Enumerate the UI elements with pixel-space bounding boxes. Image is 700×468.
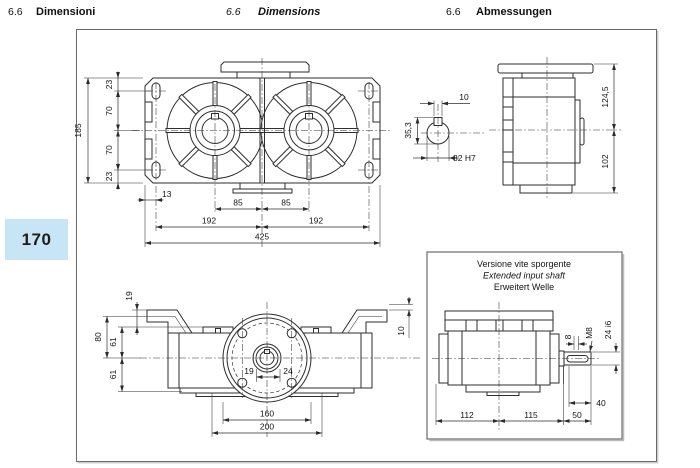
dim-m8-label: M8 <box>584 327 594 339</box>
section-title-en: Dimensions <box>258 6 321 18</box>
side-top-flange <box>498 64 593 73</box>
dim-23-bottom-label: 23 <box>104 171 114 182</box>
dim-425-label: 425 <box>254 231 270 242</box>
dim-24-center-label: 24 <box>283 366 293 376</box>
dim-160-label: 160 <box>259 408 275 419</box>
dim-key-8-label: 8 <box>563 334 573 340</box>
dim-80-label: 80 <box>93 332 103 342</box>
dim-61-upper-label: 61 <box>108 337 118 347</box>
dim-85-right-label: 85 <box>281 197 291 208</box>
side-foot <box>520 185 572 193</box>
dim-124-5-label: 124,5 <box>600 86 610 108</box>
dim-102-label: 102 <box>600 154 610 169</box>
page-number: 170 <box>21 229 52 249</box>
dim-19-center-label: 19 <box>244 366 254 376</box>
dim-70-bottom-label: 70 <box>104 145 114 155</box>
dim-40-label: 40 <box>596 398 606 408</box>
top-flange <box>221 62 309 72</box>
section-number-de: 6.6 <box>446 6 461 18</box>
side-body <box>503 78 575 185</box>
dim-115-label: 115 <box>524 410 538 420</box>
dim-key-width-label: 10 <box>459 92 469 102</box>
shaft-section-detail <box>403 92 485 163</box>
dim-70-top-label: 70 <box>104 106 114 116</box>
dim-112-label: 112 <box>460 410 474 420</box>
inset-title-it: Versione vite sporgente <box>476 259 572 269</box>
section-number-it: 6.6 <box>8 6 23 18</box>
dim-85-left-label: 85 <box>233 197 243 208</box>
section-title-de: Abmessungen <box>476 6 552 18</box>
dim-23-top-label: 23 <box>104 79 114 90</box>
dim-192-right-label: 192 <box>308 215 324 226</box>
dim-200-label: 200 <box>259 421 275 432</box>
extended-shaft-inset <box>427 252 624 441</box>
right-wing-bracket <box>342 310 387 333</box>
dim-192-left-label: 192 <box>201 215 217 226</box>
bottom-view <box>93 291 420 437</box>
dim-13-label: 13 <box>162 189 172 199</box>
section-title-it: Dimensioni <box>36 6 96 18</box>
inset-title-de: Erweitert Welle <box>493 282 555 292</box>
side-view <box>489 57 621 200</box>
inset-title-en: Extended input shaft <box>482 270 566 281</box>
front-view <box>73 58 392 247</box>
dim-61-lower-label: 61 <box>108 369 118 380</box>
dim-185-label: 185 <box>73 123 83 138</box>
dim-50-label: 50 <box>572 410 582 420</box>
section-number-en: 6.6 <box>226 6 241 18</box>
top-flange-lip <box>237 72 290 78</box>
dim-bore-label: 32 H7 <box>453 153 476 163</box>
dim-24i6-label: 24 i6 <box>603 320 613 340</box>
dim-19-top-label: 19 <box>124 291 134 301</box>
left-wing-bracket <box>147 310 192 333</box>
bottom-tab <box>240 183 285 189</box>
dim-key-height-label: 35,3 <box>403 122 413 139</box>
bottom-tab-lip <box>233 189 292 193</box>
dim-10-right-label: 10 <box>396 326 406 336</box>
